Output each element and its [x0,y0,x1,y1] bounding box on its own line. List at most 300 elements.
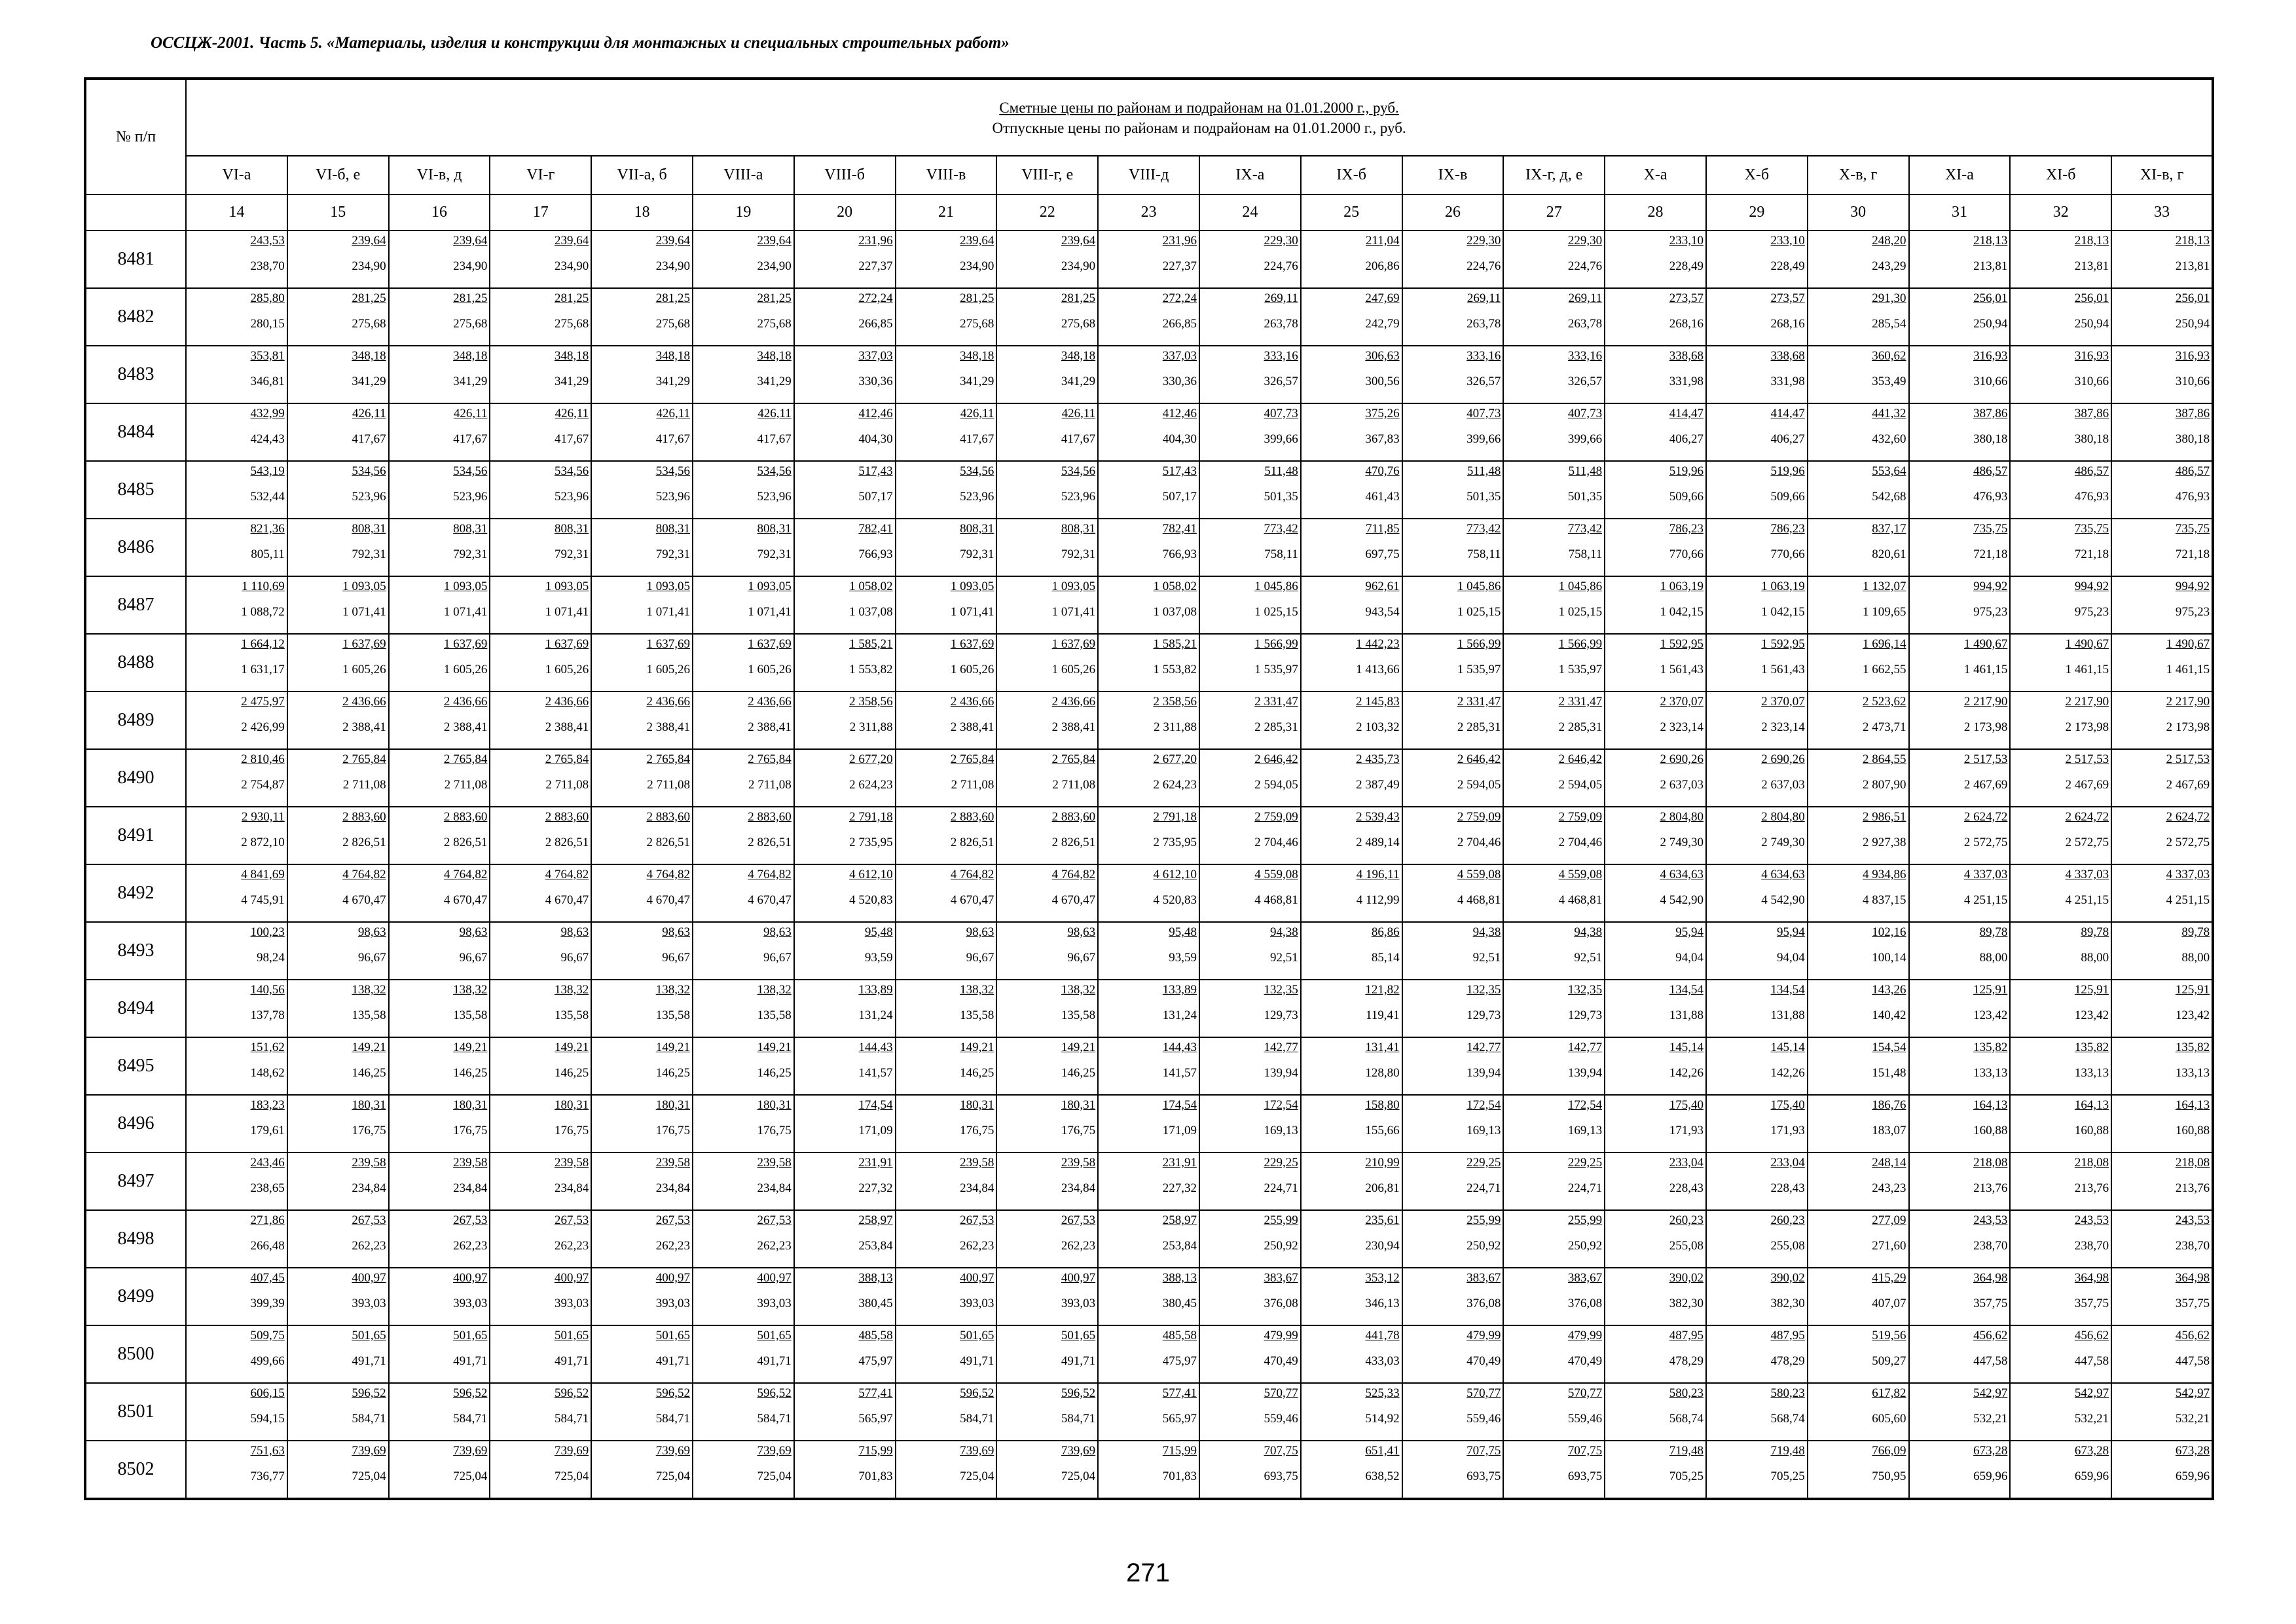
wholesale-price: 346,13 [1365,1297,1400,1310]
estimated-price: 596,52 [960,1386,994,1400]
price-cell [1605,1325,1706,1383]
estimated-price: 135,82 [2175,1041,2210,1054]
wholesale-price: 275,68 [960,317,994,331]
wholesale-price: 228,49 [1770,259,1805,273]
estimated-price: 144,43 [1162,1041,1197,1054]
wholesale-price: 146,25 [960,1066,994,1080]
price-cell [1402,288,1504,346]
price-cell [1199,922,1301,980]
wholesale-price: 393,03 [453,1297,488,1310]
price-cell [389,980,490,1037]
wholesale-price: 491,71 [960,1354,994,1368]
estimated-price: 4 764,82 [443,868,488,881]
price-cell [1605,1268,1706,1325]
wholesale-price: 146,25 [554,1066,589,1080]
estimated-price: 4 764,82 [950,868,994,881]
estimated-price: 233,10 [1669,234,1704,248]
estimated-price: 239,58 [960,1156,994,1170]
estimated-price: 1 637,69 [342,637,386,651]
price-cell [389,576,490,634]
estimated-price: 1 058,02 [849,580,893,593]
estimated-price: 269,11 [1467,291,1501,305]
district-header: VII-а, б [591,156,693,194]
price-cell [996,634,1098,692]
estimated-price: 138,32 [1061,983,1096,997]
wholesale-price: 376,08 [1264,1297,1298,1310]
wholesale-price: 341,29 [960,375,994,388]
wholesale-price: 424,43 [250,432,285,446]
estimated-price: 256,01 [2074,291,2109,305]
price-cell [490,1268,591,1325]
wholesale-price: 275,68 [655,317,690,331]
price-cell [2010,1153,2111,1210]
estimated-price: 89,78 [1979,925,2008,939]
wholesale-price: 2 927,38 [1863,836,1906,849]
blank-cell [85,194,186,231]
price-cell [1808,1268,1909,1325]
price-cell [693,1037,794,1095]
price-cell [591,922,693,980]
price-cell [287,692,389,749]
estimated-price: 2 690,26 [1761,752,1805,766]
estimated-price: 994,92 [2074,580,2109,593]
wholesale-price: 262,23 [757,1239,792,1253]
price-cell [1605,1210,1706,1268]
price-cell [389,461,490,519]
estimated-price: 267,53 [757,1213,792,1227]
estimated-price: 239,58 [757,1156,792,1170]
wholesale-price: 2 387,49 [1356,778,1400,792]
estimated-price: 808,31 [757,522,792,536]
price-cell [693,576,794,634]
price-cell [591,1037,693,1095]
estimated-price: 534,56 [655,464,690,478]
estimated-price: 1 442,23 [1356,637,1400,651]
price-cell [1098,576,1199,634]
estimated-price: 281,25 [1061,291,1096,305]
column-number: 20 [794,194,896,231]
price-cell [2010,1441,2111,1499]
estimated-price: 2 759,09 [1254,810,1298,824]
estimated-price: 239,64 [352,234,386,248]
price-cell [1098,288,1199,346]
estimated-price: 400,97 [960,1271,994,1285]
estimated-price: 86,86 [1371,925,1400,939]
price-cell [693,288,794,346]
price-cell [1605,576,1706,634]
price-cell [1706,288,1808,346]
estimated-price: 387,86 [2074,407,2109,420]
estimated-price: 837,17 [1872,522,1906,536]
price-cell [1909,1153,2011,1210]
estimated-price: 673,28 [1973,1444,2008,1458]
price-cell [490,634,591,692]
estimated-price: 1 566,99 [1457,637,1501,651]
wholesale-price: 4 542,90 [1761,893,1805,907]
estimated-price: 808,31 [655,522,690,536]
price-cell [2111,288,2213,346]
price-cell [287,807,389,864]
price-cell [1199,1095,1301,1153]
estimated-price: 306,63 [1365,349,1400,363]
column-number: 19 [693,194,794,231]
price-cell [1098,346,1199,403]
price-cell [1503,692,1605,749]
price-cell [1402,576,1504,634]
wholesale-price: 1 071,41 [342,605,386,619]
wholesale-price: 135,58 [554,1008,589,1022]
wholesale-price: 326,57 [1567,375,1603,388]
wholesale-price: 1 461,15 [2065,663,2109,676]
price-cell [1199,576,1301,634]
wholesale-price: 584,71 [1061,1412,1096,1426]
estimated-price: 577,41 [1162,1386,1197,1400]
price-cell [490,288,591,346]
price-cell [1199,461,1301,519]
wholesale-price: 2 311,88 [849,720,893,734]
estimated-price: 1 093,05 [443,580,488,593]
wholesale-price: 758,11 [1264,547,1298,561]
wholesale-price: 176,75 [352,1124,386,1137]
estimated-price: 364,98 [1973,1271,2008,1285]
price-cell [1301,288,1402,346]
price-cell [1503,461,1605,519]
price-cell [1301,461,1402,519]
row-number: 8494 [85,980,186,1037]
wholesale-price: 417,67 [554,432,589,446]
price-cell [591,1153,693,1210]
wholesale-price: 123,42 [2175,1008,2210,1022]
estimated-price: 243,53 [2175,1213,2210,1227]
estimated-price: 2 539,43 [1356,810,1400,824]
price-cell [186,231,287,288]
estimated-price: 1 490,67 [2065,637,2109,651]
price-cell [1808,1383,1909,1441]
price-cell [287,1037,389,1095]
wholesale-price: 1 037,08 [849,605,893,619]
wholesale-price: 4 251,15 [2166,893,2210,907]
price-cell [1402,1268,1504,1325]
price-cell [1098,231,1199,288]
price-cell [996,576,1098,634]
price-cell [1706,864,1808,922]
wholesale-price: 131,88 [1669,1008,1704,1022]
table-row [85,634,2213,692]
estimated-price: 338,68 [1669,349,1704,363]
wholesale-price: 268,16 [1669,317,1704,331]
estimated-price: 229,30 [1264,234,1298,248]
price-cell [1098,980,1199,1037]
price-cell [1909,346,2011,403]
price-cell [1706,461,1808,519]
price-cell [1808,922,1909,980]
estimated-price: 233,04 [1669,1156,1704,1170]
wholesale-price: 542,68 [1872,490,1906,504]
wholesale-price: 353,49 [1872,375,1906,388]
wholesale-price: 2 624,23 [849,778,893,792]
estimated-price: 231,91 [1162,1156,1197,1170]
wholesale-price: 2 807,90 [1863,778,1906,792]
wholesale-price: 227,37 [858,259,893,273]
estimated-price: 145,14 [1669,1041,1704,1054]
wholesale-price: 478,29 [1770,1354,1805,1368]
estimated-price: 617,82 [1872,1386,1906,1400]
estimated-price: 247,69 [1365,291,1400,305]
price-cell [2111,461,2213,519]
wholesale-price: 1 088,72 [241,605,285,619]
district-header: IX-а [1199,156,1301,194]
price-cell [693,922,794,980]
price-cell [1301,1210,1402,1268]
wholesale-price: 262,23 [352,1239,386,1253]
row-number: 8488 [85,634,186,692]
estimated-price: 2 624,72 [2166,810,2210,824]
price-cell [591,749,693,807]
estimated-price: 4 764,82 [748,868,792,881]
estimated-price: 131,41 [1365,1041,1400,1054]
estimated-price: 486,57 [1973,464,2008,478]
wholesale-price: 2 285,31 [1254,720,1298,734]
estimated-price: 256,01 [1973,291,2008,305]
wholesale-price: 470,49 [1264,1354,1298,1368]
column-number: 21 [896,194,997,231]
estimated-price: 233,10 [1770,234,1805,248]
estimated-price: 138,32 [352,983,386,997]
price-cell [389,1153,490,1210]
price-cell [896,346,997,403]
wholesale-price: 1 605,26 [950,663,994,676]
estimated-price: 542,97 [2074,1386,2109,1400]
wholesale-price: 357,75 [2074,1297,2109,1310]
price-cell [490,922,591,980]
wholesale-price: 228,43 [1669,1181,1704,1195]
estimated-price: 2 331,47 [1558,695,1603,709]
table-row [85,346,2213,403]
estimated-price: 2 765,84 [545,752,589,766]
price-cell [1706,634,1808,692]
estimated-price: 218,13 [2175,234,2210,248]
district-header: IX-в [1402,156,1504,194]
estimated-price: 1 566,99 [1558,637,1603,651]
estimated-price: 715,99 [858,1444,893,1458]
wholesale-price: 659,96 [2175,1469,2210,1483]
wholesale-price: 1 071,41 [950,605,994,619]
wholesale-price: 975,23 [2175,605,2210,619]
price-cell [1605,231,1706,288]
wholesale-price: 310,66 [1973,375,2008,388]
estimated-price: 994,92 [1973,580,2008,593]
price-cell [2010,1037,2111,1095]
estimated-price: 2 435,73 [1356,752,1400,766]
wholesale-price: 2 285,31 [1457,720,1501,734]
price-cell [287,1268,389,1325]
column-number: 22 [996,194,1098,231]
wholesale-price: 275,68 [453,317,488,331]
price-cell [1098,1441,1199,1499]
price-cell [186,576,287,634]
price-cell [1808,288,1909,346]
price-cell [389,519,490,576]
price-cell [1909,692,2011,749]
wholesale-price: 1 071,41 [443,605,488,619]
price-cell [1301,231,1402,288]
estimated-price: 486,57 [2074,464,2109,478]
price-cell [896,1268,997,1325]
wholesale-price: 2 711,08 [647,778,690,792]
wholesale-price: 2 826,51 [748,836,792,849]
wholesale-price: 2 826,51 [646,836,690,849]
wholesale-price: 213,81 [1973,259,2008,273]
price-cell [490,980,591,1037]
wholesale-price: 135,58 [1061,1008,1096,1022]
wholesale-price: 234,90 [757,259,792,273]
estimated-price: 2 883,60 [342,810,386,824]
estimated-price: 269,11 [1264,291,1298,305]
price-cell [389,1210,490,1268]
estimated-price: 269,11 [1568,291,1603,305]
district-header: IX-г, д, е [1503,156,1605,194]
estimated-price: 441,32 [1872,407,1906,420]
wholesale-price: 234,84 [757,1181,792,1195]
estimated-price: 577,41 [858,1386,893,1400]
wholesale-price: 766,93 [858,547,893,561]
estimated-price: 134,54 [1770,983,1805,997]
estimated-price: 2 436,66 [646,695,690,709]
wholesale-price: 659,96 [2074,1469,2109,1483]
estimated-price: 2 804,80 [1660,810,1704,824]
price-cell [186,1441,287,1499]
wholesale-price: 1 605,26 [646,663,690,676]
wholesale-price: 131,88 [1770,1008,1805,1022]
estimated-price: 414,47 [1669,407,1704,420]
column-number: 26 [1402,194,1504,231]
price-cell [2010,403,2111,461]
price-cell [1909,864,2011,922]
price-cell [896,231,997,288]
price-cell [1503,807,1605,864]
wholesale-price: 146,25 [453,1066,488,1080]
wholesale-price: 234,90 [554,259,589,273]
wholesale-price: 705,25 [1669,1469,1704,1483]
table-row [85,749,2213,807]
price-cell [1503,1037,1605,1095]
estimated-price: 180,31 [554,1098,589,1112]
estimated-price: 180,31 [352,1098,386,1112]
price-cell [2010,346,2111,403]
estimated-price: 1 045,86 [1558,580,1603,593]
estimated-price: 4 337,03 [2166,868,2210,881]
district-header: VI-в, д [389,156,490,194]
estimated-price: 277,09 [1872,1213,1906,1227]
price-cell [693,403,794,461]
price-cell [2111,1153,2213,1210]
wholesale-price: 326,57 [1467,375,1501,388]
price-table [84,77,2214,1500]
wholesale-price: 227,32 [858,1181,893,1195]
price-cell [1199,288,1301,346]
price-cell [1402,1441,1504,1499]
wholesale-price: 594,15 [250,1412,285,1426]
estimated-price: 180,31 [960,1098,994,1112]
column-number: 33 [2111,194,2213,231]
estimated-price: 387,86 [2175,407,2210,420]
price-cell [1098,519,1199,576]
estimated-price: 2 677,20 [849,752,893,766]
estimated-price: 4 559,08 [1254,868,1298,881]
estimated-price: 267,53 [655,1213,690,1227]
price-cell [1808,1153,1909,1210]
price-cell [1909,749,2011,807]
wholesale-price: 766,93 [1162,547,1197,561]
wholesale-price: 380,18 [1973,432,2008,446]
wholesale-price: 230,94 [1365,1239,1400,1253]
price-cell [1199,1441,1301,1499]
price-cell [1402,749,1504,807]
estimated-price: 441,78 [1365,1329,1400,1342]
price-cell [1808,980,1909,1037]
estimated-price: 1 093,05 [342,580,386,593]
wholesale-price: 4 112,99 [1356,893,1400,907]
estimated-price: 353,12 [1365,1271,1400,1285]
wholesale-price: 584,71 [655,1412,690,1426]
wholesale-price: 725,04 [655,1469,690,1483]
estimated-price: 808,31 [1061,522,1096,536]
wholesale-price: 399,66 [1264,432,1298,446]
estimated-price: 4 337,03 [2065,868,2109,881]
wholesale-price: 447,58 [2074,1354,2109,1368]
estimated-price: 543,19 [250,464,285,478]
price-cell [1503,231,1605,288]
wholesale-price: 792,31 [757,547,792,561]
estimated-price: 1 490,67 [2166,637,2210,651]
wholesale-price: 141,57 [1162,1066,1197,1080]
price-cell [2010,1383,2111,1441]
price-cell [389,1037,490,1095]
estimated-price: 142,77 [1467,1041,1501,1054]
estimated-price: 243,53 [2074,1213,2109,1227]
wholesale-price: 234,90 [453,259,488,273]
estimated-price: 316,93 [2074,349,2109,363]
column-number: 16 [389,194,490,231]
price-cell [1402,692,1504,749]
district-header: VI-г [490,156,591,194]
district-header: VIII-б [794,156,896,194]
district-header: X-а [1605,156,1706,194]
price-cell [1301,1383,1402,1441]
price-cell [794,634,896,692]
wholesale-price: 148,62 [250,1066,285,1080]
wholesale-price: 262,23 [554,1239,589,1253]
estimated-price: 501,65 [352,1329,386,1342]
estimated-price: 243,53 [250,234,285,248]
estimated-price: 596,52 [554,1386,589,1400]
price-cell [2111,576,2213,634]
estimated-price: 2 986,51 [1863,810,1906,824]
wholesale-price: 559,46 [1467,1412,1501,1426]
price-cell [996,1441,1098,1499]
price-cell [287,1095,389,1153]
estimated-price: 596,52 [352,1386,386,1400]
price-cell [1503,749,1605,807]
estimated-price: 1 110,69 [242,580,285,593]
price-cell [1909,288,2011,346]
price-cell [1605,1383,1706,1441]
wholesale-price: 331,98 [1669,375,1704,388]
column-number: 32 [2010,194,2111,231]
wholesale-price: 820,61 [1872,547,1906,561]
price-cell [389,231,490,288]
price-cell [591,807,693,864]
